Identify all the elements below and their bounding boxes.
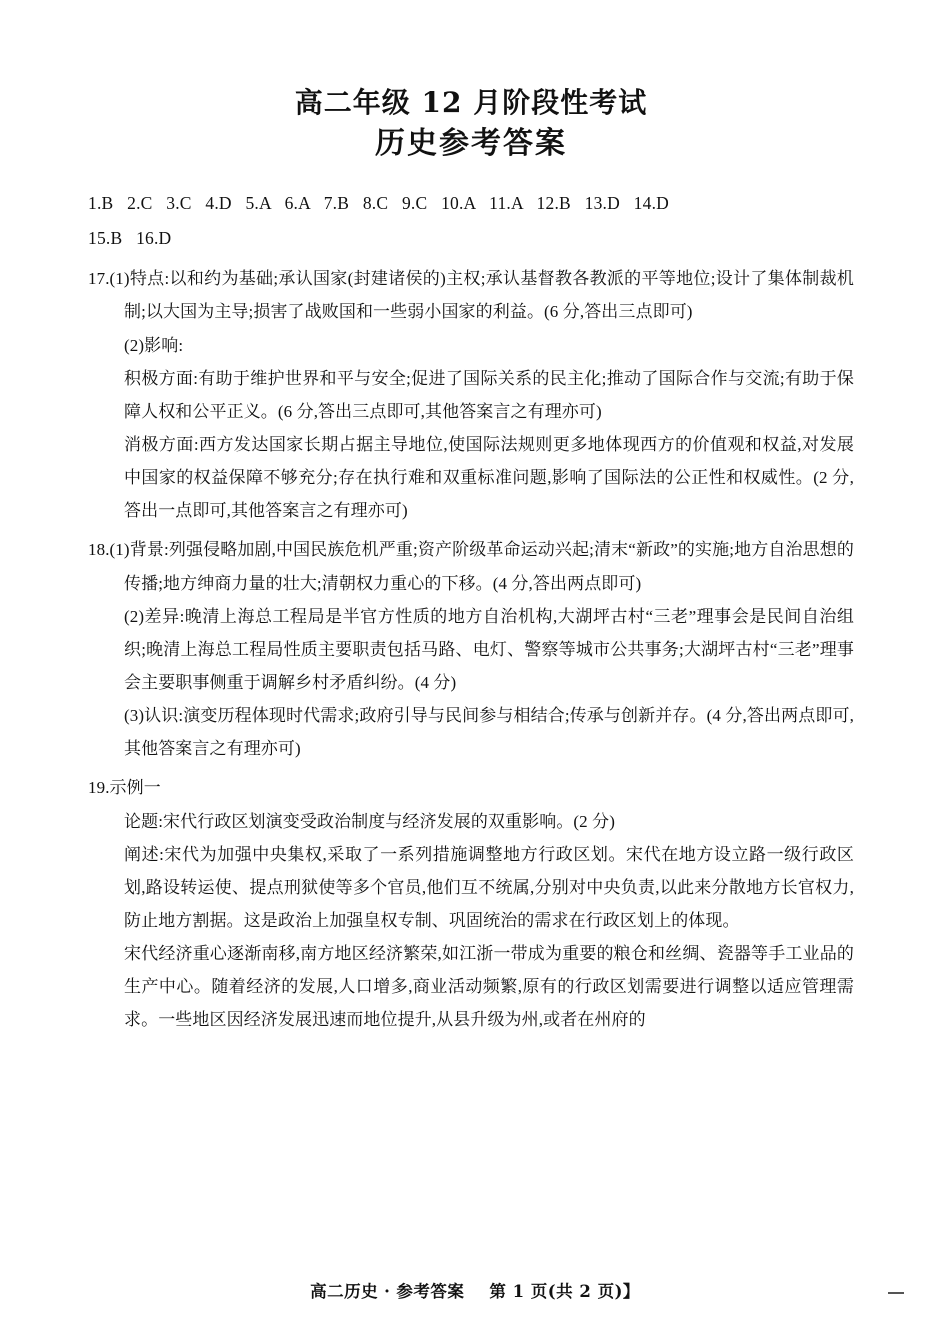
question-17-block bbox=[88, 262, 854, 527]
question-18-block bbox=[88, 533, 854, 765]
footer-page-number: 第 1 页(共 2 页)】 bbox=[489, 1282, 640, 1301]
corner-mark bbox=[888, 1292, 904, 1294]
q17-point-1: 17.(1)特点:以和约为基础;承认国家(封建诸侯的)主权;承认基督教各教派的平等地位;设计了集体制裁机制;以大国为主导;损害了战败国和一些弱小国家的利益。(6 分,答出三点即可) bbox=[88, 269, 854, 322]
page-footer bbox=[0, 1278, 950, 1302]
choice-answers-line-2: 15.B 16.D bbox=[88, 228, 172, 249]
choice-answers-line-1: 1.B 2.C 3.C 4.D 5.A 6.A 7.B 8.C 9.C 10.A 11.A 12.B 13.D 14.D bbox=[88, 193, 669, 214]
q17-positive-aspect: 积极方面:有助于维护世界和平与安全;促进了国际关系的民主化;推动了国际合作与交流;有助于保障人权和公平正义。(6 分,答出三点即可,其他答案言之有理亦可) bbox=[124, 368, 854, 421]
q19-thesis: 论题:宋代行政区划演变受政治制度与经济发展的双重影响。(2 分) bbox=[124, 811, 615, 831]
q18-point-1: 18.(1)背景:列强侵略加剧,中国民族危机严重;资产阶级革命运动兴起;清末“新政”的实施;地方自治思想的传播;地方绅商力量的壮大;清朝权力重心的下移。(4 分,答出两点即可) bbox=[88, 540, 854, 593]
q18-point-3: (3)认识:演变历程体现时代需求;政府引导与民间参与相结合;传承与创新并存。(4 分,答出两点即可,其他答案言之有理亦可) bbox=[124, 706, 854, 759]
q19-heading: 19.示例一 bbox=[88, 778, 161, 798]
footer-separator: · bbox=[384, 1282, 391, 1301]
question-19-block bbox=[88, 771, 854, 1036]
footer-subject: 高二历史 bbox=[310, 1282, 379, 1301]
q19-elaboration-1: 阐述:宋代为加强中央集权,采取了一系列措施调整地方行政区划。宋代在地方设立路一级行政区划,路设转运使、提点刑狱使等多个官员,他们互不统属,分别对中央负责,以此来分散地方长官权力,防止地方割据。这是政治上加强皇权专制、巩固统治的需求在行政区划上的体现。 bbox=[124, 844, 854, 930]
q17-point-2-label: (2)影响: bbox=[124, 335, 184, 355]
page-title: 高二年级 12 月阶段性考试 bbox=[294, 86, 648, 119]
q18-point-2: (2)差异:晚清上海总工程局是半官方性质的地方自治机构,大湖坪古村“三老”理事会是民间自治组织;晚清上海总工程局性质主要职责包括马路、电灯、警察等城市公共事务;大湖坪古村“三老”理事会主要职事侧重于调解乡村矛盾纠纷。(4 分) bbox=[124, 606, 854, 692]
q19-elaboration-2: 宋代经济重心逐渐南移,南方地区经济繁荣,如江浙一带成为重要的粮仓和丝绸、瓷器等手工业品的生产中心。随着经济的发展,人口增多,商业活动频繁,原有的行政区划需要进行调整以适应管理需求。一些地区因经济发展迅速而地位提升,从县升级为州,或者在州府的 bbox=[124, 944, 854, 1030]
q17-negative-aspect: 消极方面:西方发达国家长期占据主导地位,使国际法规则更多地体现西方的价值观和权益,对发展中国家的权益保障不够充分;存在执行难和双重标准问题,影响了国际法的公正性和权威性。(2 分,答出一点即可,其他答案言之有理亦可) bbox=[124, 435, 854, 521]
page-subtitle: 历史参考答案 bbox=[375, 125, 567, 161]
footer-label: 参考答案 bbox=[396, 1282, 465, 1301]
